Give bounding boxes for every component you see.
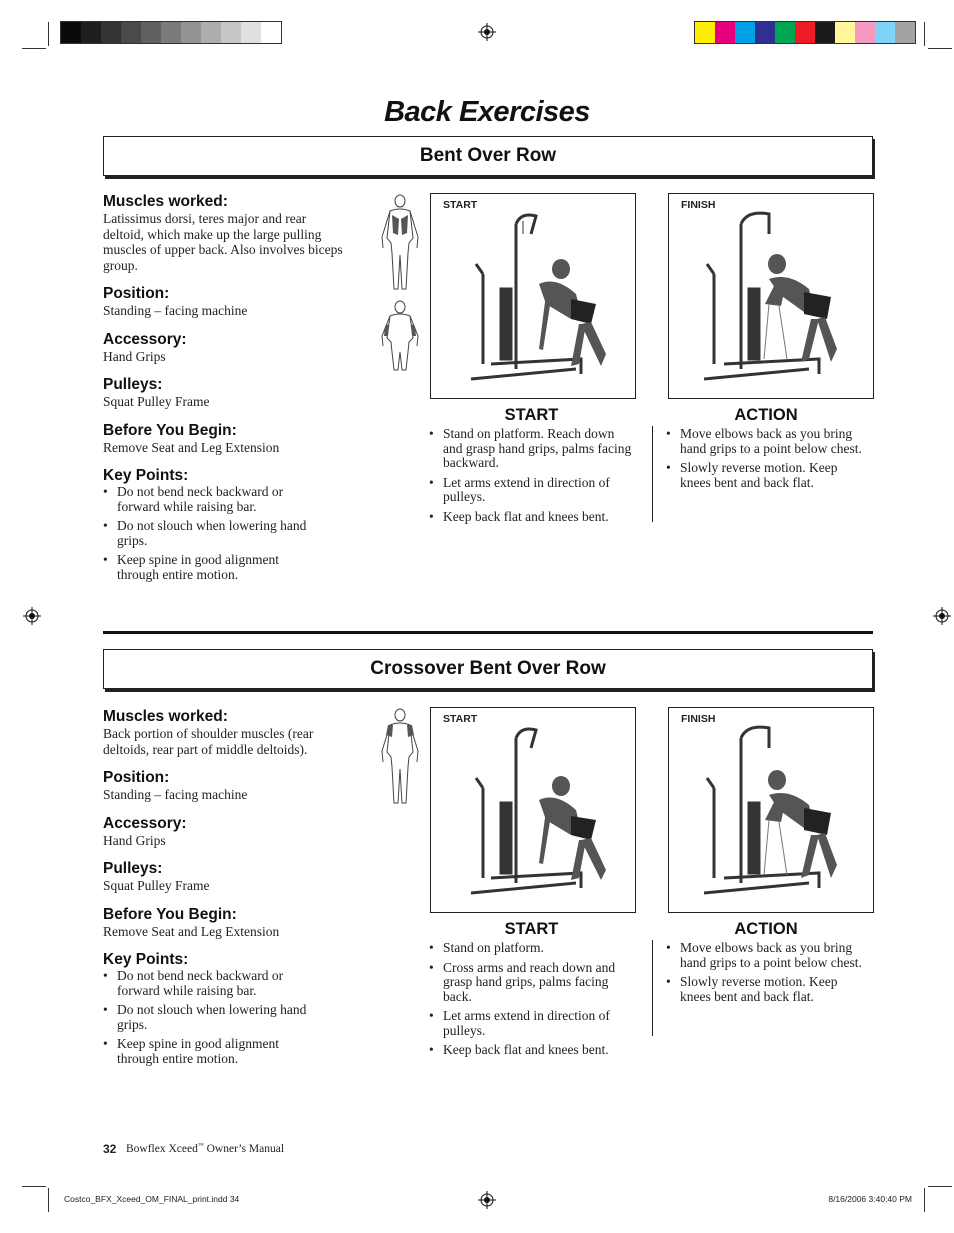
color-swatch — [835, 22, 855, 43]
list-item: • Keep back flat and knees bent. — [429, 1043, 634, 1058]
start-steps — [429, 406, 634, 529]
pulleys-label: Pulleys: — [103, 860, 163, 877]
photo-label: START — [443, 199, 478, 211]
start-heading: START — [504, 920, 559, 938]
color-swatch — [755, 22, 775, 43]
accessory-label: Accessory: — [103, 814, 187, 832]
list-item: • Keep spine in good alignment through entire motion. — [103, 1037, 313, 1066]
section-heading: Crossover Bent Over Row — [370, 658, 606, 679]
list-item: • Do not bend neck backward or forward while raising bar. — [103, 969, 313, 998]
action-steps — [666, 406, 866, 495]
registration-mark-icon — [23, 607, 41, 625]
action-list — [666, 427, 866, 490]
process-color-bar — [694, 21, 916, 44]
color-swatch — [815, 22, 835, 43]
start-heading: START — [504, 406, 559, 424]
crop-mark — [924, 22, 925, 46]
gray-swatch — [161, 22, 181, 43]
position-label: Position: — [103, 285, 170, 302]
photo-label: FINISH — [681, 199, 716, 211]
color-swatch — [715, 22, 735, 43]
machine-illustration — [669, 194, 873, 398]
gray-swatch — [121, 22, 141, 43]
action-steps — [666, 920, 866, 1009]
key-points-list — [103, 969, 313, 1066]
action-heading: ACTION — [734, 406, 798, 424]
pulleys-label: Pulleys: — [103, 376, 163, 393]
exercise-photo-finish — [668, 707, 874, 913]
color-swatch — [895, 22, 915, 43]
exercise-photo-finish — [668, 193, 874, 399]
machine-illustration — [669, 708, 873, 912]
manual-name — [126, 1143, 284, 1155]
before-you-begin-label: Before You Begin: — [103, 905, 237, 923]
start-list — [429, 427, 634, 524]
before-you-begin-text: Remove Seat and Leg Extension — [103, 923, 280, 939]
color-swatch — [795, 22, 815, 43]
start-list — [429, 941, 634, 1058]
divider — [652, 426, 653, 522]
registration-mark-icon — [478, 23, 496, 41]
file-slug: Costco_BFX_Xceed_OM_FINAL_print.indd 34 — [64, 1194, 240, 1204]
list-item: • Move elbows back as you bring hand grips to a point below chest. — [666, 941, 866, 970]
divider — [652, 940, 653, 1036]
gray-swatch — [61, 22, 81, 43]
color-swatch — [775, 22, 795, 43]
registration-mark-icon — [933, 607, 951, 625]
color-swatch — [855, 22, 875, 43]
muscle-anatomy-front-icon — [378, 300, 422, 372]
list-item: • Slowly reverse motion. Keep knees bent and back flat. — [666, 975, 866, 1004]
manual-title: Bowflex Xceed — [126, 1143, 198, 1155]
crop-mark — [48, 1188, 49, 1212]
exercise-photo-start — [430, 193, 636, 399]
trademark: ™ — [197, 1143, 204, 1150]
gray-swatch — [181, 22, 201, 43]
photo-label: FINISH — [681, 713, 716, 725]
print-timestamp: 8/16/2006 3:40:40 PM — [828, 1194, 912, 1204]
manual-suffix: Owner’s Manual — [203, 1143, 285, 1155]
crop-mark — [48, 22, 49, 46]
list-item: • Stand on platform. — [429, 941, 634, 956]
list-item: • Do not slouch when lowering hand grips. — [103, 519, 313, 548]
gray-swatch — [141, 22, 161, 43]
list-item: • Do not bend neck backward or forward while raising bar. — [103, 485, 313, 514]
muscles-text: Latissimus dorsi, teres major and rear deltoid, which make up the large pulling muscles of upper back. Also involves biceps group. — [103, 211, 343, 273]
exercise-info-column — [103, 708, 343, 1071]
muscles-label: Muscles worked: — [103, 708, 228, 725]
crop-mark — [924, 1188, 925, 1212]
gray-swatch — [201, 22, 221, 43]
list-item: • Cross arms and reach down and grasp hand grips, palms facing back. — [429, 961, 634, 1005]
list-item: • Slowly reverse motion. Keep knees bent and back flat. — [666, 461, 866, 490]
crop-mark — [928, 1186, 952, 1187]
crop-mark — [22, 1186, 46, 1187]
list-item: • Keep spine in good alignment through entire motion. — [103, 553, 313, 582]
machine-illustration — [431, 708, 635, 912]
key-points-label: Key Points: — [103, 467, 189, 484]
action-heading: ACTION — [734, 920, 798, 938]
list-item: • Let arms extend in direction of pulleys. — [429, 476, 634, 505]
color-swatch — [735, 22, 755, 43]
list-item: • Do not slouch when lowering hand grips. — [103, 1003, 313, 1032]
gray-swatch — [101, 22, 121, 43]
crop-mark — [22, 48, 46, 49]
page-title: Back Exercises — [384, 96, 590, 128]
grayscale-color-bar — [60, 21, 282, 44]
page-number: 32 — [103, 1142, 117, 1156]
list-item: • Let arms extend in direction of pulleys. — [429, 1009, 634, 1038]
registration-mark-icon — [478, 1191, 496, 1209]
gray-swatch — [221, 22, 241, 43]
accessory-label: Accessory: — [103, 330, 187, 348]
exercise-photo-start — [430, 707, 636, 913]
before-you-begin-label: Before You Begin: — [103, 421, 237, 439]
pulleys-text: Squat Pulley Frame — [103, 878, 210, 893]
gray-swatch — [241, 22, 261, 43]
section-heading-box — [103, 649, 873, 689]
start-steps — [429, 920, 634, 1063]
exercise-info-column — [103, 193, 343, 587]
section-heading: Bent Over Row — [419, 145, 557, 166]
list-item: • Keep back flat and knees bent. — [429, 510, 634, 525]
accessory-text: Hand Grips — [103, 348, 166, 364]
section-divider — [103, 631, 873, 634]
list-item: • Stand on platform. Reach down and grasp hand grips, palms facing backward. — [429, 427, 634, 471]
photo-label: START — [443, 713, 478, 725]
muscle-anatomy-back-icon — [378, 707, 422, 807]
key-points-label: Key Points: — [103, 951, 189, 968]
muscle-anatomy-back-icon — [378, 193, 422, 293]
crop-mark — [928, 48, 952, 49]
key-points-list — [103, 485, 313, 582]
position-text: Standing – facing machine — [103, 787, 248, 802]
color-swatch — [695, 22, 715, 43]
section-heading-box — [103, 136, 873, 176]
color-swatch — [875, 22, 895, 43]
before-you-begin-text: Remove Seat and Leg Extension — [103, 439, 280, 455]
list-item: • Move elbows back as you bring hand grips to a point below chest. — [666, 427, 866, 456]
gray-swatch — [81, 22, 101, 43]
position-text: Standing – facing machine — [103, 303, 248, 318]
gray-swatch — [261, 22, 281, 43]
muscles-label: Muscles worked: — [103, 193, 228, 210]
pulleys-text: Squat Pulley Frame — [103, 394, 210, 409]
position-label: Position: — [103, 769, 170, 786]
action-list — [666, 941, 866, 1004]
muscles-text: Back portion of shoulder muscles (rear deltoids, rear part of middle deltoids). — [103, 726, 314, 757]
machine-illustration — [431, 194, 635, 398]
accessory-text: Hand Grips — [103, 832, 166, 848]
